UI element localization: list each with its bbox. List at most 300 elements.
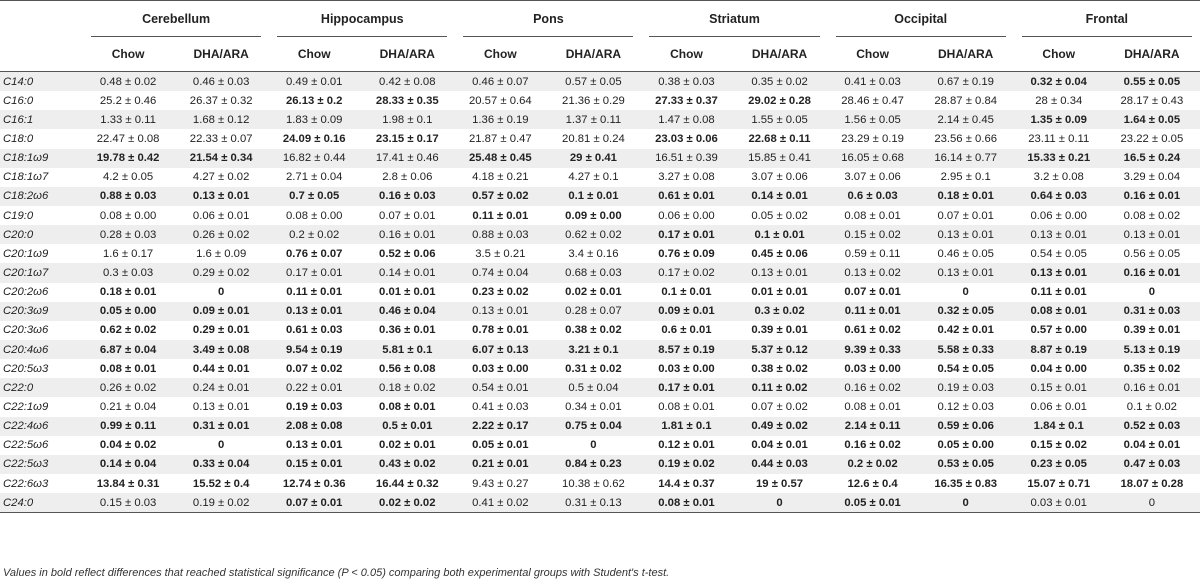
value-cell: 0.1 ± 0.01 <box>545 187 641 206</box>
value-cell: 0.33 ± 0.04 <box>173 455 269 474</box>
table-row <box>0 436 1200 455</box>
value-cell: 0.46 ± 0.07 <box>455 72 545 92</box>
value-cell: 0.42 ± 0.08 <box>359 72 455 92</box>
value-cell: 0.01 ± 0.01 <box>379 286 436 299</box>
value-cell: 1.83 ± 0.09 <box>269 110 359 129</box>
value-cell: 15.07 ± 0.71 <box>1027 477 1091 490</box>
table-row <box>0 474 1200 493</box>
value-cell: 0.14 ± 0.01 <box>732 187 828 206</box>
corner-cell <box>0 1 83 38</box>
table-row <box>0 417 1200 436</box>
value-cell: 0.01 ± 0.01 <box>751 286 808 299</box>
value-cell: 9.43 ± 0.27 <box>472 477 529 490</box>
value-cell: 5.37 ± 0.12 <box>732 340 828 359</box>
value-cell: 16.05 ± 0.68 <box>828 149 918 168</box>
value-cell: 28 ± 0.34 <box>1035 94 1083 107</box>
value-cell: 0.68 ± 0.03 <box>545 263 641 282</box>
value-cell: 1.33 ± 0.11 <box>83 110 173 129</box>
value-cell: 0.45 ± 0.06 <box>751 247 808 260</box>
value-cell: 0.61 ± 0.02 <box>844 324 901 337</box>
table-footnote: Values in bold reflect differences that reached statistical significance (P < 0.05) comparing both experimental groups with Student's t-test. <box>3 567 670 579</box>
value-cell: 0.49 ± 0.02 <box>732 417 828 436</box>
value-cell: 1.6 ± 0.17 <box>103 247 154 260</box>
value-cell: 0.06 ± 0.01 <box>192 209 250 222</box>
region-header: Pons <box>455 1 641 38</box>
group-header-chow: Chow <box>641 37 731 72</box>
value-cell: 1.56 ± 0.05 <box>828 110 918 129</box>
value-cell: 0.75 ± 0.04 <box>545 417 641 436</box>
group-header-row <box>0 37 1200 72</box>
value-cell: 0.32 ± 0.05 <box>918 302 1014 321</box>
value-cell: 0.13 ± 0.01 <box>285 439 343 452</box>
value-cell: 10.38 ± 0.62 <box>562 477 625 490</box>
value-cell: 0.39 ± 0.01 <box>1123 324 1181 337</box>
value-cell: 0.14 ± 0.01 <box>359 263 455 282</box>
value-cell: 3.4 ± 0.16 <box>568 247 619 260</box>
value-cell: 0.78 ± 0.01 <box>472 324 529 337</box>
value-cell: 4.27 ± 0.1 <box>568 171 619 184</box>
fatty-acid-label: C16:1 <box>0 110 83 129</box>
region-header-row <box>0 1 1200 38</box>
value-cell: 0.54 ± 0.05 <box>937 362 994 375</box>
value-cell: 0.31 ± 0.02 <box>565 362 622 375</box>
value-cell: 0.12 ± 0.01 <box>658 439 715 452</box>
value-cell: 0.52 ± 0.03 <box>1104 417 1200 436</box>
value-cell: 0.76 ± 0.09 <box>658 247 715 260</box>
value-cell: 22.68 ± 0.11 <box>748 132 811 145</box>
value-cell: 0.04 ± 0.00 <box>1030 362 1087 375</box>
value-cell: 0.88 ± 0.03 <box>455 225 545 244</box>
value-cell: 0.03 ± 0.00 <box>658 362 715 375</box>
value-cell: 0.11 ± 0.01 <box>472 209 529 222</box>
value-cell: 0 <box>590 439 597 452</box>
value-cell: 29.02 ± 0.28 <box>748 94 811 107</box>
value-cell: 0.59 ± 0.06 <box>918 417 1014 436</box>
value-cell: 0.44 ± 0.03 <box>732 455 828 474</box>
value-cell: 0.22 ± 0.01 <box>269 378 359 397</box>
value-cell: 0.09 ± 0.01 <box>173 302 269 321</box>
value-cell: 0.17 ± 0.01 <box>641 225 731 244</box>
value-cell: 0.2 ± 0.02 <box>828 455 918 474</box>
region-header: Frontal <box>1014 1 1200 38</box>
value-cell: 23.03 ± 0.06 <box>655 132 718 145</box>
value-cell: 15.52 ± 0.4 <box>192 477 250 490</box>
value-cell: 16.51 ± 0.39 <box>641 149 731 168</box>
value-cell: 0 <box>732 493 828 513</box>
value-cell: 13.84 ± 0.31 <box>96 477 160 490</box>
value-cell: 0.5 ± 0.01 <box>359 417 455 436</box>
fatty-acid-label: C14:0 <box>0 72 83 92</box>
region-header: Hippocampus <box>269 1 455 38</box>
value-cell: 0.54 ± 0.01 <box>455 378 545 397</box>
value-cell: 0.99 ± 0.11 <box>83 417 173 436</box>
value-cell: 0.28 ± 0.03 <box>83 225 173 244</box>
value-cell: 0.35 ± 0.02 <box>732 72 828 92</box>
corner-cell <box>0 37 83 72</box>
value-cell: 0 <box>962 286 969 299</box>
table-row <box>0 493 1200 513</box>
value-cell: 18.07 ± 0.28 <box>1120 477 1184 490</box>
value-cell: 16.5 ± 0.24 <box>1104 149 1200 168</box>
value-cell: 28.17 ± 0.43 <box>1120 94 1184 107</box>
table-row <box>0 72 1200 92</box>
value-cell: 1.37 ± 0.11 <box>545 110 641 129</box>
value-cell: 0.54 ± 0.05 <box>1030 247 1087 260</box>
value-cell: 0.21 ± 0.01 <box>455 455 545 474</box>
value-cell: 0.11 ± 0.01 <box>1030 286 1087 299</box>
value-cell: 15.33 ± 0.21 <box>1014 149 1104 168</box>
value-cell: 2.71 ± 0.04 <box>285 171 343 184</box>
value-cell: 0.02 ± 0.02 <box>359 493 455 513</box>
value-cell: 0.44 ± 0.01 <box>192 362 250 375</box>
value-cell: 0.02 ± 0.01 <box>379 439 436 452</box>
value-cell: 0.19 ± 0.03 <box>918 378 1014 397</box>
value-cell: 0.31 ± 0.03 <box>1104 302 1200 321</box>
group-header-dha-ara: DHA/ARA <box>545 37 641 72</box>
value-cell: 0.38 ± 0.03 <box>641 72 731 92</box>
value-cell: 0.03 ± 0.01 <box>1014 493 1104 513</box>
value-cell: 21.87 ± 0.47 <box>468 132 532 145</box>
value-cell: 0.23 ± 0.05 <box>1014 455 1104 474</box>
value-cell: 0.38 ± 0.02 <box>751 362 808 375</box>
value-cell: 0.05 ± 0.01 <box>828 493 918 513</box>
value-cell: 0.42 ± 0.01 <box>937 324 994 337</box>
value-cell: 0.03 ± 0.00 <box>844 362 901 375</box>
value-cell: 0.18 ± 0.01 <box>99 286 157 299</box>
value-cell: 0.07 ± 0.02 <box>285 362 343 375</box>
value-cell: 0.11 ± 0.02 <box>732 378 828 397</box>
value-cell: 0.31 ± 0.13 <box>545 493 641 513</box>
value-cell: 29 ± 0.41 <box>545 149 641 168</box>
value-cell: 0.84 ± 0.23 <box>545 455 641 474</box>
value-cell: 0.05 ± 0.01 <box>472 439 529 452</box>
value-cell: 9.54 ± 0.19 <box>269 340 359 359</box>
table-row <box>0 321 1200 340</box>
region-header: Striatum <box>641 1 827 38</box>
value-cell: 0.1 ± 0.02 <box>1126 400 1177 413</box>
value-cell: 27.33 ± 0.37 <box>655 94 718 107</box>
value-cell: 0.09 ± 0.01 <box>641 302 731 321</box>
fatty-acid-label: C19:0 <box>3 209 34 222</box>
value-cell: 3.2 ± 0.08 <box>1033 171 1084 184</box>
value-cell: 0.38 ± 0.02 <box>565 324 622 337</box>
value-cell: 16.44 ± 0.32 <box>375 477 439 490</box>
value-cell: 0.08 ± 0.01 <box>1014 302 1104 321</box>
value-cell: 0.57 ± 0.02 <box>455 187 545 206</box>
value-cell: 2.14 ± 0.45 <box>918 110 1014 129</box>
fatty-acid-label: C22:6ω3 <box>3 477 49 490</box>
value-cell: 0.16 ± 0.01 <box>1104 263 1200 282</box>
value-cell: 2.22 ± 0.17 <box>455 417 545 436</box>
value-cell: 2.08 ± 0.08 <box>269 417 359 436</box>
value-cell: 0.18 ± 0.02 <box>359 378 455 397</box>
value-cell: 0.15 ± 0.03 <box>83 493 173 513</box>
value-cell: 2.8 ± 0.06 <box>382 171 433 184</box>
value-cell: 3.27 ± 0.08 <box>658 171 715 184</box>
value-cell: 0.53 ± 0.05 <box>918 455 1014 474</box>
value-cell: 0.31 ± 0.01 <box>173 417 269 436</box>
value-cell: 0.24 ± 0.01 <box>173 378 269 397</box>
value-cell: 0.29 ± 0.01 <box>192 324 250 337</box>
value-cell: 3.07 ± 0.06 <box>751 171 808 184</box>
value-cell: 0 <box>1148 286 1156 299</box>
value-cell: 0.7 ± 0.05 <box>269 187 359 206</box>
value-cell: 0.15 ± 0.01 <box>1014 378 1104 397</box>
value-cell: 0.3 ± 0.02 <box>732 302 828 321</box>
value-cell: 3.49 ± 0.08 <box>173 340 269 359</box>
value-cell: 9.39 ± 0.33 <box>828 340 918 359</box>
value-cell: 0.2 ± 0.02 <box>269 225 359 244</box>
value-cell: 0.11 ± 0.01 <box>286 286 343 299</box>
table-row <box>0 302 1200 321</box>
value-cell: 0.13 ± 0.01 <box>918 263 1014 282</box>
value-cell: 0.39 ± 0.01 <box>751 324 808 337</box>
region-header: Occipital <box>828 1 1014 38</box>
value-cell: 28.87 ± 0.84 <box>934 94 998 107</box>
value-cell: 8.57 ± 0.19 <box>641 340 731 359</box>
group-header-dha-ara: DHA/ARA <box>1104 37 1200 72</box>
value-cell: 0.13 ± 0.01 <box>1014 263 1104 282</box>
value-cell: 0.07 ± 0.01 <box>379 209 436 222</box>
value-cell: 0.23 ± 0.02 <box>472 286 529 299</box>
fatty-acid-label: C20:3ω6 <box>3 324 49 337</box>
value-cell: 0.55 ± 0.05 <box>1104 72 1200 92</box>
value-cell: 0.05 ± 0.00 <box>83 302 173 321</box>
value-cell: 0.41 ± 0.02 <box>455 493 545 513</box>
value-cell: 0.08 ± 0.01 <box>844 400 901 413</box>
value-cell: 0.13 ± 0.01 <box>1104 225 1200 244</box>
value-cell: 0.52 ± 0.06 <box>379 247 436 260</box>
group-header-chow: Chow <box>83 37 173 72</box>
value-cell: 2.95 ± 0.1 <box>940 171 991 184</box>
table-row <box>0 397 1200 416</box>
value-cell: 16.14 ± 0.77 <box>918 149 1014 168</box>
value-cell: 0.07 ± 0.01 <box>937 209 994 222</box>
value-cell: 0 <box>218 286 225 299</box>
fatty-acid-label: C20:3ω9 <box>0 302 83 321</box>
value-cell: 0.16 ± 0.01 <box>1104 187 1200 206</box>
value-cell: 0.13 ± 0.01 <box>269 302 359 321</box>
value-cell: 0.08 ± 0.00 <box>285 209 343 222</box>
fatty-acid-label: C20:1ω7 <box>0 263 83 282</box>
fatty-acid-label: C18:1ω7 <box>3 171 49 184</box>
value-cell: 0.18 ± 0.01 <box>918 187 1014 206</box>
value-cell: 0.49 ± 0.01 <box>269 72 359 92</box>
value-cell: 0.14 ± 0.04 <box>83 455 173 474</box>
value-cell: 24.09 ± 0.16 <box>282 132 346 145</box>
value-cell: 0.16 ± 0.01 <box>1104 378 1200 397</box>
value-cell: 0.03 ± 0.00 <box>472 362 529 375</box>
value-cell: 28.46 ± 0.47 <box>841 94 904 107</box>
value-cell: 0.04 ± 0.02 <box>99 439 157 452</box>
fatty-acid-label: C20:2ω6 <box>3 286 49 299</box>
value-cell: 8.87 ± 0.19 <box>1014 340 1104 359</box>
value-cell: 20.81 ± 0.24 <box>562 132 625 145</box>
value-cell: 1.35 ± 0.09 <box>1014 110 1104 129</box>
value-cell: 5.58 ± 0.33 <box>918 340 1014 359</box>
table-row <box>0 129 1200 148</box>
group-header-dha-ara: DHA/ARA <box>918 37 1014 72</box>
table-row <box>0 225 1200 244</box>
value-cell: 0.41 ± 0.03 <box>828 72 918 92</box>
table-row <box>0 244 1200 263</box>
region-header: Cerebellum <box>83 1 269 38</box>
value-cell: 5.81 ± 0.1 <box>359 340 455 359</box>
value-cell: 0.61 ± 0.01 <box>641 187 731 206</box>
group-header-chow: Chow <box>455 37 545 72</box>
value-cell: 0.57 ± 0.00 <box>1030 324 1087 337</box>
value-cell: 0.19 ± 0.02 <box>641 455 731 474</box>
value-cell: 1.6 ± 0.09 <box>196 247 247 260</box>
table-row <box>0 149 1200 168</box>
value-cell: 0.08 ± 0.01 <box>844 209 901 222</box>
value-cell: 26.13 ± 0.2 <box>285 94 343 107</box>
value-cell: 0.56 ± 0.08 <box>379 362 436 375</box>
table-row <box>0 283 1200 302</box>
value-cell: 0.07 ± 0.01 <box>844 286 901 299</box>
table-row <box>0 110 1200 129</box>
value-cell: 0.17 ± 0.01 <box>641 378 731 397</box>
value-cell: 6.07 ± 0.13 <box>455 340 545 359</box>
value-cell: 0.48 ± 0.02 <box>83 72 173 92</box>
value-cell: 0.62 ± 0.02 <box>99 324 157 337</box>
value-cell: 0.05 ± 0.02 <box>751 209 808 222</box>
value-cell: 0.13 ± 0.01 <box>192 400 250 413</box>
table-row <box>0 187 1200 206</box>
value-cell: 0.15 ± 0.02 <box>828 225 918 244</box>
group-header-dha-ara: DHA/ARA <box>732 37 828 72</box>
value-cell: 25.48 ± 0.45 <box>455 149 545 168</box>
value-cell: 1.98 ± 0.1 <box>359 110 455 129</box>
value-cell: 22.47 ± 0.08 <box>96 132 160 145</box>
value-cell: 0.19 ± 0.02 <box>173 493 269 513</box>
value-cell: 3.5 ± 0.21 <box>475 247 526 260</box>
value-cell: 0.15 ± 0.01 <box>269 455 359 474</box>
fatty-acid-label: C18:1ω9 <box>0 149 83 168</box>
value-cell: 20.57 ± 0.64 <box>468 94 532 107</box>
value-cell: 0.26 ± 0.02 <box>173 225 269 244</box>
fatty-acid-label: C22:5ω6 <box>3 439 49 452</box>
value-cell: 0.32 ± 0.04 <box>1014 72 1104 92</box>
value-cell: 23.56 ± 0.66 <box>934 132 998 145</box>
value-cell: 1.64 ± 0.05 <box>1104 110 1200 129</box>
value-cell: 0.46 ± 0.05 <box>937 247 994 260</box>
value-cell: 3.29 ± 0.04 <box>1123 171 1181 184</box>
value-cell: 0 <box>918 493 1014 513</box>
value-cell: 0.67 ± 0.19 <box>918 72 1014 92</box>
value-cell: 0.29 ± 0.02 <box>173 263 269 282</box>
value-cell: 0.1 ± 0.01 <box>661 286 712 299</box>
value-cell: 0.46 ± 0.04 <box>359 302 455 321</box>
value-cell: 1.84 ± 0.1 <box>1014 417 1104 436</box>
value-cell: 0.07 ± 0.01 <box>269 493 359 513</box>
value-cell: 0.43 ± 0.02 <box>359 455 455 474</box>
value-cell: 0.08 ± 0.01 <box>379 400 436 413</box>
fatty-acid-label: C22:4ω6 <box>0 417 83 436</box>
table-row <box>0 168 1200 187</box>
group-header-dha-ara: DHA/ARA <box>359 37 455 72</box>
value-cell: 25.2 ± 0.46 <box>99 94 157 107</box>
value-cell: 0.08 ± 0.00 <box>99 209 157 222</box>
value-cell: 0.16 ± 0.01 <box>359 225 455 244</box>
value-cell: 22.33 ± 0.07 <box>189 132 253 145</box>
value-cell: 3.21 ± 0.1 <box>545 340 641 359</box>
value-cell: 0.62 ± 0.02 <box>545 225 641 244</box>
value-cell: 0.04 ± 0.01 <box>751 439 808 452</box>
fatty-acid-label: C16:0 <box>3 94 34 107</box>
value-cell: 0.17 ± 0.01 <box>269 263 359 282</box>
value-cell: 0.11 ± 0.01 <box>828 302 918 321</box>
value-cell: 0.08 ± 0.01 <box>99 362 157 375</box>
value-cell: 3.07 ± 0.06 <box>844 171 901 184</box>
value-cell: 2.14 ± 0.11 <box>828 417 918 436</box>
value-cell: 0.08 ± 0.01 <box>658 400 715 413</box>
value-cell: 0.76 ± 0.07 <box>285 247 343 260</box>
value-cell: 23.15 ± 0.17 <box>375 132 439 145</box>
value-cell: 16.82 ± 0.44 <box>269 149 359 168</box>
value-cell: 6.87 ± 0.04 <box>83 340 173 359</box>
value-cell: 0.64 ± 0.03 <box>1014 187 1104 206</box>
table-row <box>0 206 1200 225</box>
value-cell: 14.4 ± 0.37 <box>658 477 715 490</box>
value-cell: 21.54 ± 0.34 <box>173 149 269 168</box>
value-cell: 0.13 ± 0.01 <box>455 302 545 321</box>
value-cell: 5.13 ± 0.19 <box>1104 340 1200 359</box>
value-cell: 0.19 ± 0.03 <box>285 400 343 413</box>
value-cell: 28.33 ± 0.35 <box>375 94 439 107</box>
fatty-acid-label: C24:0 <box>0 493 83 513</box>
fatty-acid-label: C20:4ω6 <box>0 340 83 359</box>
fatty-acid-label: C22:5ω3 <box>0 455 83 474</box>
value-cell: 0.74 ± 0.04 <box>455 263 545 282</box>
value-cell: 0.46 ± 0.03 <box>173 72 269 92</box>
value-cell: 0.09 ± 0.00 <box>565 209 622 222</box>
value-cell: 21.36 ± 0.29 <box>562 94 625 107</box>
table-row <box>0 378 1200 397</box>
value-cell: 1.47 ± 0.08 <box>641 110 731 129</box>
value-cell: 0.5 ± 0.04 <box>545 378 641 397</box>
fatty-acid-label: C20:5ω3 <box>3 362 49 375</box>
group-header-chow: Chow <box>828 37 918 72</box>
table-row <box>0 263 1200 282</box>
value-cell: 12.74 ± 0.36 <box>282 477 346 490</box>
fatty-acid-label: C22:0 <box>0 378 83 397</box>
value-cell: 16.35 ± 0.83 <box>934 477 998 490</box>
value-cell: 0.15 ± 0.02 <box>1030 439 1087 452</box>
value-cell: 0.17 ± 0.02 <box>641 263 731 282</box>
value-cell: 1.81 ± 0.1 <box>641 417 731 436</box>
table-row <box>0 91 1200 110</box>
value-cell: 0.28 ± 0.07 <box>545 302 641 321</box>
fatty-acid-label: C22:1ω9 <box>3 400 49 413</box>
value-cell: 0.41 ± 0.03 <box>472 400 529 413</box>
value-cell: 0.13 ± 0.01 <box>173 187 269 206</box>
value-cell: 0.13 ± 0.01 <box>732 263 828 282</box>
value-cell: 0.08 ± 0.02 <box>1123 209 1181 222</box>
value-cell: 0.59 ± 0.11 <box>844 247 901 260</box>
value-cell: 0.04 ± 0.01 <box>1123 439 1181 452</box>
value-cell: 1.36 ± 0.19 <box>455 110 545 129</box>
value-cell: 0.21 ± 0.04 <box>99 400 157 413</box>
value-cell: 1.55 ± 0.05 <box>732 110 828 129</box>
value-cell: 0.13 ± 0.01 <box>918 225 1014 244</box>
value-cell: 0.16 ± 0.03 <box>359 187 455 206</box>
group-header-chow: Chow <box>269 37 359 72</box>
table-row <box>0 455 1200 474</box>
value-cell: 0.36 ± 0.01 <box>379 324 436 337</box>
value-cell: 0.07 ± 0.02 <box>751 400 808 413</box>
value-cell: 19.78 ± 0.42 <box>83 149 173 168</box>
